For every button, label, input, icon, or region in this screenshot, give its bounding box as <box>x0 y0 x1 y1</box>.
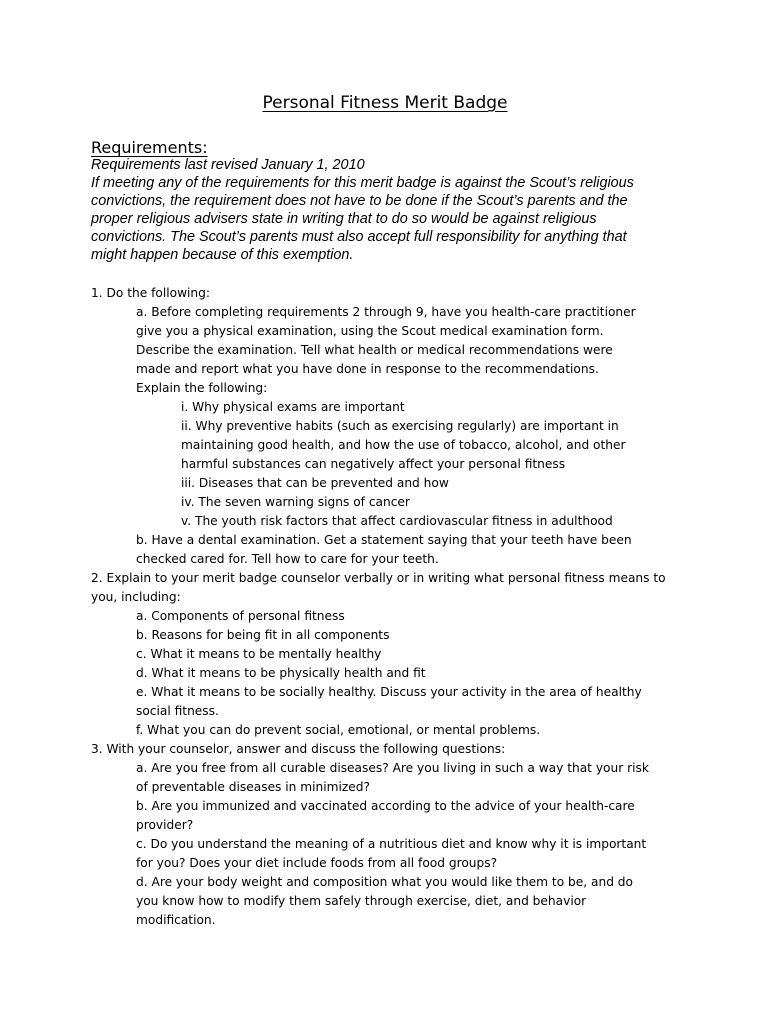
requirement-subitem: checked cared for. Tell how to care for your teeth. <box>136 552 439 566</box>
requirement-subsubitem: i. Why physical exams are important <box>181 400 405 414</box>
requirement-subitem: of preventable diseases in minimized? <box>136 780 370 794</box>
requirement-subsubitem: iii. Diseases that can be prevented and how <box>181 476 449 490</box>
requirement-item: you, including: <box>91 590 181 604</box>
requirement-item: 2. Explain to your merit badge counselor verbally or in writing what personal fitness means to <box>91 571 666 585</box>
requirement-subitem: made and report what you have done in response to the recommendations. <box>136 362 599 376</box>
requirement-subitem: modification. <box>136 913 216 927</box>
requirement-item: 3. With your counselor, answer and discuss the following questions: <box>91 742 506 756</box>
requirement-subsubitem: maintaining good health, and how the use of tobacco, alcohol, and other <box>181 438 626 452</box>
requirement-subitem: for you? Does your diet include foods from all food groups? <box>136 856 498 870</box>
intro-line: convictions. The Scout’s parents must also accept full responsibility for anything that <box>91 229 627 245</box>
requirement-subitem: give you a physical examination, using the Scout medical examination form. <box>136 324 604 338</box>
requirement-subitem: a. Components of personal fitness <box>136 609 345 623</box>
requirement-subitem: Describe the examination. Tell what health or medical recommendations were <box>136 343 613 357</box>
requirement-subitem: you know how to modify them safely through exercise, diet, and behavior <box>136 894 587 908</box>
page-title: Personal Fitness Merit Badge <box>262 93 508 113</box>
requirement-subitem: c. Do you understand the meaning of a nutritious diet and know why it is important <box>136 837 647 851</box>
requirements-heading: Requirements: <box>91 138 208 157</box>
requirement-subitem: b. Reasons for being fit in all components <box>136 628 390 642</box>
requirement-subsubitem: iv. The seven warning signs of cancer <box>181 495 410 509</box>
intro-line: might happen because of this exemption. <box>91 247 354 263</box>
requirement-subitem: c. What it means to be mentally healthy <box>136 647 382 661</box>
requirement-subitem: b. Have a dental examination. Get a statement saying that your teeth have been <box>136 533 632 547</box>
requirement-subitem: b. Are you immunized and vaccinated according to the advice of your health-care <box>136 799 635 813</box>
intro-paragraph <box>91 156 691 264</box>
intro-line: proper religious advisers state in writing that to do so would be against religious <box>91 211 597 227</box>
requirement-subsubitem: ii. Why preventive habits (such as exercising regularly) are important in <box>181 419 619 433</box>
requirement-subsubitem: v. The youth risk factors that affect cardiovascular fitness in adulthood <box>181 514 613 528</box>
intro-line: convictions, the requirement does not have to be done if the Scout’s parents and the <box>91 193 628 209</box>
requirement-subitem: d. What it means to be physically health and fit <box>136 666 426 680</box>
requirement-subitem: a. Are you free from all curable diseases? Are you living in such a way that your risk <box>136 761 649 775</box>
requirement-subitem: Explain the following: <box>136 381 268 395</box>
requirement-subsubitem: harmful substances can negatively affect your personal fitness <box>181 457 566 471</box>
requirement-subitem: e. What it means to be socially healthy. Discuss your activity in the area of healthy <box>136 685 642 699</box>
requirement-subitem: social fitness. <box>136 704 219 718</box>
requirement-subitem: d. Are your body weight and composition what you would like them to be, and do <box>136 875 634 889</box>
requirement-subitem: a. Before completing requirements 2 through 9, have you health-care practitioner <box>136 305 636 319</box>
requirement-subitem: f. What you can do prevent social, emotional, or mental problems. <box>136 723 541 737</box>
intro-line: If meeting any of the requirements for this merit badge is against the Scout’s religious <box>91 175 634 191</box>
intro-line: Requirements last revised January 1, 2010 <box>91 157 365 173</box>
requirement-subitem: provider? <box>136 818 194 832</box>
requirements-list <box>91 284 681 930</box>
requirement-item: 1. Do the following: <box>91 286 210 300</box>
